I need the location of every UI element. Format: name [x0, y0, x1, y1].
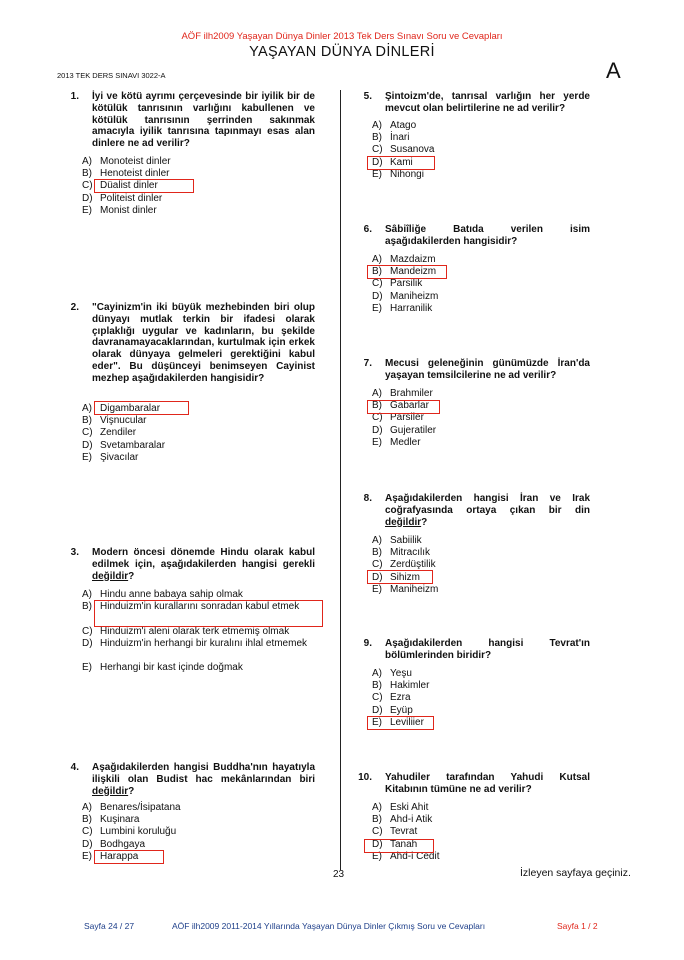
option-d[interactable]: D) Sihizm — [372, 571, 421, 583]
answer-mark — [367, 570, 433, 584]
option-a[interactable]: A) Hindu anne babaya sahip olmak — [82, 589, 243, 600]
question-text: Şintoizm'de, tanrısal varlığın her yerde mevcut olan belirtilerine ne ad verilir? — [385, 91, 590, 114]
question-number: 7. — [363, 358, 372, 369]
column-divider — [340, 90, 341, 870]
question-text: Mecusi geleneğinin günümüzde İran'da yaşayan temsilcilerine ne ad verilir? — [385, 358, 590, 381]
option-b[interactable]: B) İnari — [372, 132, 410, 144]
option-a[interactable]: A) Digambaralar — [82, 403, 161, 414]
options-list — [372, 388, 590, 449]
options-list — [372, 802, 590, 863]
answer-mark — [94, 401, 189, 415]
option-b[interactable]: B) Vişnucular — [82, 415, 147, 427]
option-e[interactable]: E) Harappa — [82, 850, 139, 862]
option-b[interactable]: B) Hinduizm'in kurallarını sonradan kabul etmek — [82, 601, 300, 613]
option-a[interactable]: A) Brahmiler — [372, 388, 433, 399]
option-a[interactable]: A) Sabiilik — [372, 535, 422, 546]
question-text: Modern öncesi dönemde Hindu olarak kabul edilmek için, aşağıdakilerden hangisi gerekli değildir? — [92, 547, 315, 582]
option-e[interactable]: E) Medler — [372, 436, 421, 448]
question-text: İyi ve kötü ayrımı çerçevesinde bir iyilik bir de kötülük tanrısının varlığını kabullenen ve kötülük tanrısının şerrinden sakınmak amacıyla iyilik tanrısına tapınmayı esas alan dinlere ne ad verilir? — [92, 91, 315, 150]
option-c[interactable]: C) Susanova — [372, 144, 435, 156]
option-d[interactable]: D) Tanah — [372, 838, 418, 850]
option-e[interactable]: E) Nihongi — [372, 168, 424, 180]
option-b[interactable]: B) Kuşinara — [82, 814, 140, 826]
answer-mark — [364, 839, 434, 853]
question-number: 6. — [363, 224, 372, 235]
answer-mark — [367, 400, 440, 414]
option-e[interactable]: E) Leviliier — [372, 716, 424, 728]
option-c[interactable]: C) Parsiler — [372, 412, 424, 424]
question-number: 9. — [363, 638, 372, 649]
footer-title: AÖF ilh2009 2011-2014 Yıllarında Yaşayan Dünya Dinler Çıkmış Soru ve Cevapları — [172, 921, 486, 931]
option-d[interactable]: D) Bodhgaya — [82, 838, 146, 850]
exam-code: 2013 TEK DERS SINAVI 3022-A — [57, 71, 166, 80]
question-text: Yahudiler tarafından Yahudi Kutsal Kitabının tümüne ne ad verilir? — [385, 772, 590, 795]
option-e[interactable]: E) Şivacılar — [82, 451, 139, 463]
option-b[interactable]: B) Gabarlar — [372, 400, 429, 412]
question-text: Aşağıdakilerden hangisi İran ve Irak coğrafyasında ortaya çıkan bir din değildir? — [385, 493, 590, 528]
question-text: Aşağıdakilerden hangisi Buddha'nın hayatıyla ilişkili olan Budist hac mekânlarından biri değildir? — [92, 762, 315, 797]
options-list — [372, 535, 590, 596]
option-a[interactable]: A) Atago — [372, 120, 417, 131]
option-c[interactable]: C) Ezra — [372, 692, 411, 704]
option-c[interactable]: C) Hinduizm'i aleni olarak terk etmemiş olmak — [82, 625, 290, 637]
answer-mark — [367, 156, 435, 170]
answer-mark — [94, 600, 323, 627]
option-d[interactable]: D) Gujeratiler — [372, 424, 437, 436]
answer-mark — [94, 850, 164, 864]
option-e[interactable]: E) Ahd-i Cedit — [372, 850, 440, 862]
question-number: 4. — [70, 762, 79, 773]
continue-note: İzleyen sayfaya geçiniz. — [520, 867, 631, 879]
options-list — [372, 120, 590, 181]
option-a[interactable]: A) Eski Ahit — [372, 802, 429, 813]
option-a[interactable]: A) Mazdaizm — [372, 254, 436, 265]
question-number: 8. — [363, 493, 372, 504]
option-e[interactable]: E) Monist dinler — [82, 204, 157, 216]
answer-mark — [94, 179, 194, 193]
option-b[interactable]: B) Hakimler — [372, 680, 430, 692]
option-a[interactable]: A) Benares/İsipatana — [82, 802, 181, 813]
question-text: Aşağıdakilerden hangisi Tevrat'ın bölümlerinden biridir? — [385, 638, 590, 661]
question-number: 1. — [70, 91, 79, 102]
question-text: "Cayinizm'in iki büyük mezhebinden biri olup dünyayı mutlak terkin bir ifadesi olarak çıplaklığı uygular ve kadınların, bu şekilde davranamayacaklarından, kurtulmak için erkek olarak dünyaya gelmeleri gerektiğini kabul eder". Bu düşünceyi benimseyen Cayinist mezhep aşağıdakilerden hangisidir? — [92, 302, 315, 384]
option-e[interactable]: E) Herhangi bir kast içinde doğmak — [82, 662, 243, 674]
option-c[interactable]: C) Parsilik — [372, 278, 423, 290]
options-list — [372, 254, 590, 315]
option-a[interactable]: A) Monoteist dinler — [82, 156, 171, 167]
page-number: 23 — [333, 869, 345, 880]
footer-page-right: Sayfa 1 / 2 — [557, 921, 598, 931]
option-c[interactable]: C) Düalist dinler — [82, 180, 158, 192]
answer-mark — [367, 265, 447, 279]
option-d[interactable]: D) Maniheizm — [372, 290, 439, 302]
option-c[interactable]: C) Zendiler — [82, 427, 137, 439]
option-d[interactable]: D) Eyüp — [372, 704, 413, 716]
option-d[interactable]: D) Politeist dinler — [82, 192, 163, 204]
option-c[interactable]: C) Tevrat — [372, 826, 418, 838]
option-e[interactable]: E) Harranilik — [372, 302, 433, 314]
option-a[interactable]: A) Yeşu — [372, 668, 412, 679]
option-c[interactable]: C) Zerdüştilik — [372, 559, 436, 571]
question-number: 3. — [70, 547, 79, 558]
answer-mark — [367, 716, 434, 730]
question-text: Sâbiîliğe Batıda verilen isim aşağıdakilerden hangisidir? — [385, 224, 590, 247]
question-number: 10. — [358, 772, 372, 783]
option-c[interactable]: C) Lumbini koruluğu — [82, 826, 177, 838]
option-b[interactable]: B) Ahd-i Atik — [372, 814, 433, 826]
option-d[interactable]: D) Svetambaralar — [82, 439, 166, 451]
question-number: 2. — [70, 302, 79, 313]
option-b[interactable]: B) Henoteist dinler — [82, 168, 170, 180]
question-number: 5. — [363, 91, 372, 102]
option-d[interactable]: D) Kami — [372, 156, 413, 168]
page-title: YAŞAYAN DÜNYA DİNLERİ — [249, 44, 435, 60]
option-b[interactable]: B) Mitracılık — [372, 547, 430, 559]
footer-page-left: Sayfa 24 / 27 — [84, 921, 135, 931]
header-source-line: AÖF ilh2009 Yaşayan Dünya Dinler 2013 Tek Ders Sınavı Soru ve Cevapları — [181, 31, 503, 42]
option-e[interactable]: E) Maniheizm — [372, 583, 439, 595]
option-d[interactable]: D) Hinduizm'in herhangi bir kuralını ihlal etmemek — [82, 637, 308, 649]
booklet-letter: A — [606, 58, 621, 83]
option-b[interactable]: B) Mandeizm — [372, 266, 437, 278]
